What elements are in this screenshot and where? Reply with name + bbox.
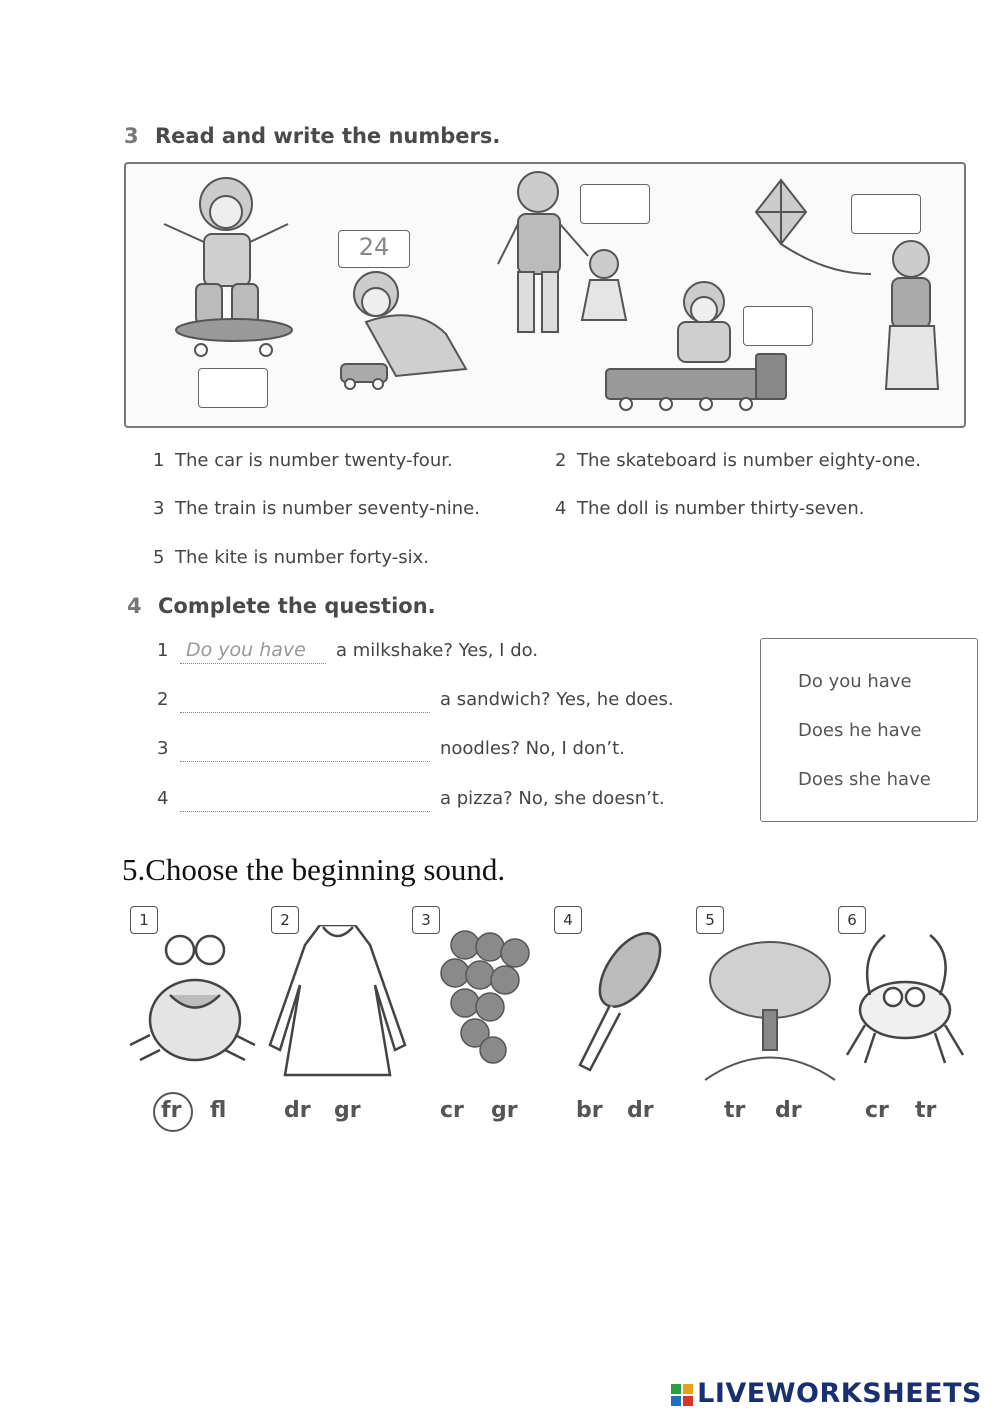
word-option: Does she have bbox=[798, 769, 931, 790]
question-1-text: a milkshake? Yes, I do. bbox=[336, 640, 539, 661]
sentence-number: 5 bbox=[153, 547, 165, 568]
tree-drawing bbox=[705, 942, 835, 1080]
item-4-option-1[interactable]: br bbox=[576, 1098, 603, 1123]
section4-number: 4 bbox=[127, 594, 142, 618]
sentence-2 bbox=[555, 450, 921, 471]
item-1-option-1[interactable]: fr bbox=[161, 1098, 182, 1123]
question-4-answer-field[interactable] bbox=[180, 787, 430, 812]
sentence-number: 1 bbox=[153, 450, 165, 471]
sentence-text: The skateboard is number eighty-one. bbox=[577, 450, 921, 471]
train-kid-drawing bbox=[606, 282, 786, 410]
sentence-number: 2 bbox=[555, 450, 567, 471]
kite-number-box[interactable] bbox=[851, 194, 921, 234]
sentence-number: 3 bbox=[153, 498, 165, 519]
sentence-3 bbox=[153, 498, 480, 519]
item-3-option-1[interactable]: cr bbox=[440, 1098, 464, 1123]
logo-badge-icon bbox=[671, 1384, 693, 1406]
item-6-option-1[interactable]: cr bbox=[865, 1098, 889, 1123]
train-number-box[interactable] bbox=[743, 306, 813, 346]
word-option: Does he have bbox=[798, 720, 922, 741]
item-2-option-1[interactable]: dr bbox=[284, 1098, 311, 1123]
section5-title: 5.Choose the beginning sound. bbox=[122, 852, 506, 887]
sentence-5 bbox=[153, 547, 429, 568]
brush-drawing bbox=[580, 925, 672, 1070]
sentence-text: The kite is number forty-six. bbox=[175, 547, 429, 568]
question-3-number: 3 bbox=[157, 738, 169, 759]
question-3-text: noodles? No, I don’t. bbox=[440, 738, 625, 759]
sound-pictures bbox=[125, 925, 975, 1085]
item-1-option-2[interactable]: fl bbox=[210, 1098, 227, 1123]
question-2-text: a sandwich? Yes, he does. bbox=[440, 689, 674, 710]
question-1-number: 1 bbox=[157, 640, 169, 661]
question-1-answer-field[interactable] bbox=[180, 639, 326, 664]
question-2-number: 2 bbox=[157, 689, 169, 710]
item-5-tag: 5 bbox=[696, 906, 724, 934]
logo-text: LIVEWORKSHEETS bbox=[697, 1378, 982, 1409]
word-option: Do you have bbox=[798, 671, 912, 692]
item-2-option-2[interactable]: gr bbox=[334, 1098, 361, 1123]
section3-number: 3 bbox=[124, 124, 139, 148]
sentence-text: The train is number seventy-nine. bbox=[175, 498, 480, 519]
sentence-1 bbox=[153, 450, 453, 471]
item-4-tag: 4 bbox=[554, 906, 582, 934]
question-4-text: a pizza? No, she doesn’t. bbox=[440, 788, 665, 809]
item-3-tag: 3 bbox=[412, 906, 440, 934]
word-box bbox=[760, 638, 978, 822]
item-6-option-2[interactable]: tr bbox=[915, 1098, 937, 1123]
item-5-option-1[interactable]: tr bbox=[724, 1098, 746, 1123]
car-kid-drawing bbox=[341, 272, 466, 389]
item-2-tag: 2 bbox=[271, 906, 299, 934]
sentence-number: 4 bbox=[555, 498, 567, 519]
frog-drawing bbox=[130, 936, 255, 1060]
item-3-option-2[interactable]: gr bbox=[491, 1098, 518, 1123]
doll-number-box[interactable] bbox=[580, 184, 650, 224]
example-answer: Do you have bbox=[186, 639, 306, 661]
skateboard-number-box[interactable] bbox=[198, 368, 268, 408]
item-5-option-2[interactable]: dr bbox=[775, 1098, 802, 1123]
sentence-text: The doll is number thirty-seven. bbox=[577, 498, 865, 519]
item-1-tag: 1 bbox=[130, 906, 158, 934]
skateboard-kid-drawing bbox=[164, 178, 292, 356]
question-4-number: 4 bbox=[157, 788, 169, 809]
liveworksheets-logo bbox=[671, 1378, 982, 1409]
sentence-4 bbox=[555, 498, 865, 519]
section3-title: Read and write the numbers. bbox=[155, 124, 501, 148]
grapes-drawing bbox=[441, 931, 529, 1063]
dress-drawing bbox=[270, 925, 405, 1075]
section4-title: Complete the question. bbox=[158, 594, 436, 618]
question-3-answer-field[interactable] bbox=[180, 737, 430, 762]
car-number-sample: 24 bbox=[358, 233, 390, 261]
car-number-box[interactable] bbox=[338, 230, 410, 268]
crab-drawing bbox=[847, 935, 963, 1063]
question-2-answer-field[interactable] bbox=[180, 688, 430, 713]
item-6-tag: 6 bbox=[838, 906, 866, 934]
sentence-text: The car is number twenty-four. bbox=[175, 450, 453, 471]
item-4-option-2[interactable]: dr bbox=[627, 1098, 654, 1123]
